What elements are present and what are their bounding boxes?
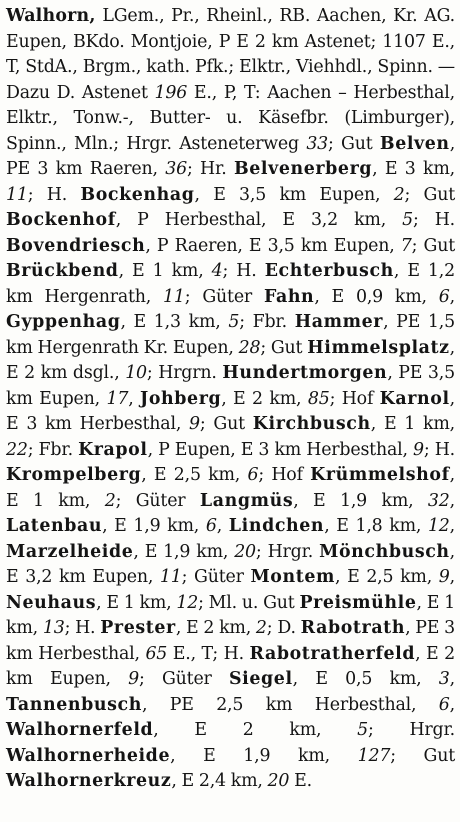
entry-text: , PE 3,5 km Eupen,: [6, 363, 455, 409]
population-count: 127: [357, 745, 391, 766]
entry-text: ; Gut: [328, 133, 380, 154]
entry-text: , E 1,9 km,: [102, 516, 206, 536]
entry-text: , E 2,5 km,: [335, 567, 439, 587]
place-name: Gyppenhag: [6, 312, 121, 332]
entry-text: , E 1,2 km Hergenrath,: [6, 261, 455, 307]
entry-text: ; Hrgr.: [255, 541, 320, 562]
population-count: 12: [176, 592, 199, 613]
population-count: 2: [104, 490, 116, 511]
population-count: 20: [234, 541, 256, 562]
place-name: Bockenhag: [80, 184, 195, 205]
population-count: 4: [211, 261, 223, 281]
entry-text: , P Eupen, E 3 km Herbesthal,: [147, 439, 413, 460]
population-count: 22: [6, 439, 28, 460]
entry-text: , E 3 km Herbesthal,: [6, 388, 455, 434]
population-count: 9: [413, 439, 424, 460]
place-name: Rabotratherfeld: [249, 643, 416, 664]
entry-text: , E 1 km,: [6, 465, 455, 511]
entry-text: ; Güter: [184, 286, 264, 307]
place-name: Mönchbusch: [319, 541, 450, 562]
entry-text: , E 1,9 km,: [133, 541, 235, 562]
entry-text: , E 1,9 km,: [170, 745, 358, 766]
entry-text: ; Fbr.: [27, 439, 79, 460]
entry-text: ; Ml. u. Gut: [198, 592, 300, 613]
population-count: 11: [163, 286, 185, 307]
population-count: 33: [306, 133, 329, 154]
population-count: 6: [205, 516, 217, 536]
place-name: Walhornerheide: [6, 745, 171, 766]
entry-text: , E 2,5 km,: [141, 465, 248, 485]
population-count: 10: [125, 363, 147, 383]
entry-text: ; Hof: [329, 388, 380, 409]
entry-text: , E 1 km,: [96, 592, 177, 613]
place-name: Bockenhof: [6, 210, 116, 230]
entry-text: ; H.: [222, 261, 265, 281]
entry-text: ; Güter: [115, 490, 200, 511]
entry-text: ,: [449, 567, 455, 587]
entry-text: ,: [216, 516, 229, 536]
entry-text: , E 2 km,: [175, 618, 256, 638]
entry-text: , E 1,9 km,: [293, 490, 428, 511]
entry-text: ; Gut: [260, 337, 308, 358]
place-name: Latenbau: [6, 516, 103, 536]
entry-text: ; H.: [412, 210, 456, 230]
place-name: Belvenerberg: [233, 159, 373, 179]
population-count: 11: [159, 567, 182, 587]
population-count: 9: [189, 414, 200, 434]
population-count: 7: [400, 235, 412, 256]
population-count: 12: [427, 516, 450, 536]
entry-text: ,: [449, 286, 455, 307]
entry-text: , PE 3 km Herbesthal,: [6, 618, 455, 664]
place-name: Prester: [100, 618, 176, 638]
population-count: 11: [6, 184, 28, 205]
entry-text: , P Herbesthal, E 3,2 km,: [115, 210, 403, 230]
entry-text: , E 3 km,: [372, 159, 455, 179]
place-name: Kirchbusch: [252, 414, 371, 434]
place-name: Echterbusch: [264, 261, 394, 281]
population-count: 2: [393, 184, 405, 205]
entry-text: , E 1 km,: [118, 261, 212, 281]
place-name: Siegel: [229, 669, 293, 689]
entry-text: , E 1,8 km,: [324, 516, 428, 536]
place-name: Marzelheide: [6, 541, 134, 562]
entry-text: E., T; H.: [167, 643, 250, 664]
population-count: 5: [357, 720, 368, 740]
population-count: 2: [255, 618, 267, 638]
population-count: 9: [128, 669, 139, 689]
entry-text: , E 3,5 km Eupen,: [194, 184, 394, 205]
population-count: 65: [145, 643, 168, 664]
entry-text: E.: [289, 771, 312, 791]
place-name: Krompelberg: [6, 465, 142, 485]
entry-text: , P Raeren, E 3,5 km Eupen,: [145, 235, 401, 256]
place-name: Rabotrath: [300, 618, 406, 638]
population-count: 196: [154, 82, 188, 103]
population-count: 28: [238, 337, 261, 358]
place-name: Walhornerfeld: [6, 720, 154, 740]
population-count: 5: [228, 312, 240, 332]
entry-text: , E 1 km,: [370, 414, 455, 434]
entry-text: ,: [449, 516, 455, 536]
place-name: Montem: [250, 567, 336, 587]
entry-text: LGem., Pr., Rheinl., RB. Aachen, Kr. AG. Eupen, BKdo. Montjoie, P E 2 km Astenet; 1107 E., T, StdA., Brgm., kath. Pfk.; Elktr., Viehhdl., Spinn. — Dazu D. Astenet: [6, 6, 455, 103]
place-name: Walhornerkreuz: [6, 771, 172, 791]
place-name: Langmüs: [199, 490, 294, 511]
entry-text: ; D.: [266, 618, 301, 638]
entry-text: , E 1,3 km,: [120, 312, 229, 332]
place-name: Neuhaus: [6, 592, 97, 613]
place-name: Preismühle: [299, 592, 417, 613]
population-count: 17: [106, 388, 129, 409]
place-name: Krümmelshof: [310, 465, 450, 485]
place-name: Karnol: [379, 388, 450, 409]
place-name: Himmelsplatz: [307, 337, 450, 358]
entry-headword: Walhorn,: [6, 6, 96, 26]
place-name: Tannenbusch: [6, 694, 142, 715]
entry-text: , E 2 km Eupen,: [6, 643, 455, 689]
entry-text: ; H.: [64, 618, 101, 638]
entry-text: , E 0,5 km,: [292, 669, 439, 689]
entry-text: , E 2 km,: [221, 388, 308, 409]
entry-text: ; Gut: [199, 414, 253, 434]
entry-text: E., P, T: Aachen – Herbesthal, Elktr., Tonw.-, Butter- u. Käsefbr. (Limburger), Spinn., Mln.; Hrgr. Asteneterweg: [6, 82, 455, 154]
entry-text: ,: [449, 669, 455, 689]
entry-text: ; Fbr.: [239, 312, 295, 332]
population-count: 20: [267, 771, 290, 791]
place-name: Hammer: [294, 312, 384, 332]
population-count: 9: [438, 567, 450, 587]
population-count: 36: [165, 159, 187, 179]
entry-text: , E 1 km,: [6, 592, 455, 638]
entry-text: ,: [449, 694, 455, 715]
entry-text: , E 0,9 km,: [314, 286, 439, 307]
entry-text: ; Gut: [411, 235, 455, 256]
place-name: Johberg: [140, 388, 222, 409]
entry-text: ; Hrgr.: [368, 720, 455, 740]
population-count: 6: [438, 694, 450, 715]
entry-text: ; Hrgrn.: [146, 363, 223, 383]
gazetteer-entry-walhorn: [6, 4, 455, 795]
entry-text: , E 2,4 km,: [171, 771, 268, 791]
population-count: 3: [438, 669, 450, 689]
entry-text: ; H.: [27, 184, 81, 205]
population-count: 6: [438, 286, 450, 307]
entry-text: ; Gut: [390, 745, 456, 766]
entry-text: ; Gut: [404, 184, 456, 205]
entry-text: , E 2 km dsgl.,: [6, 337, 455, 383]
place-name: Bovendriesch: [6, 235, 146, 256]
place-name: Hundertmorgen: [222, 363, 388, 383]
entry-text: , PE 1,5 km Hergenrath Kr. Eupen,: [6, 312, 455, 358]
entry-text: ; Hr.: [186, 159, 234, 179]
entry-text: ,: [128, 388, 141, 409]
population-count: 32: [427, 490, 450, 511]
place-name: Lindchen: [228, 516, 325, 536]
population-count: 5: [402, 210, 413, 230]
population-count: 85: [307, 388, 330, 409]
entry-text: , PE 2,5 km Herbesthal,: [141, 694, 439, 715]
population-count: 13: [42, 618, 65, 638]
entry-body: [6, 6, 455, 791]
entry-text: ; H.: [423, 439, 455, 460]
entry-text: ; Güter: [181, 567, 251, 587]
place-name: Belven: [379, 133, 450, 154]
population-count: 6: [247, 465, 259, 485]
place-name: Fahn: [263, 286, 315, 307]
entry-text: ; Güter: [139, 669, 229, 689]
entry-text: , PE 3 km Raeren,: [6, 133, 456, 179]
place-name: Brückbend: [6, 261, 119, 281]
entry-text: , E 3,2 km Eupen,: [6, 541, 455, 587]
entry-text: ; Hof: [258, 465, 311, 485]
entry-text: ,: [449, 490, 455, 511]
place-name: Krapol: [78, 439, 148, 460]
entry-text: , E 2 km,: [153, 720, 358, 740]
